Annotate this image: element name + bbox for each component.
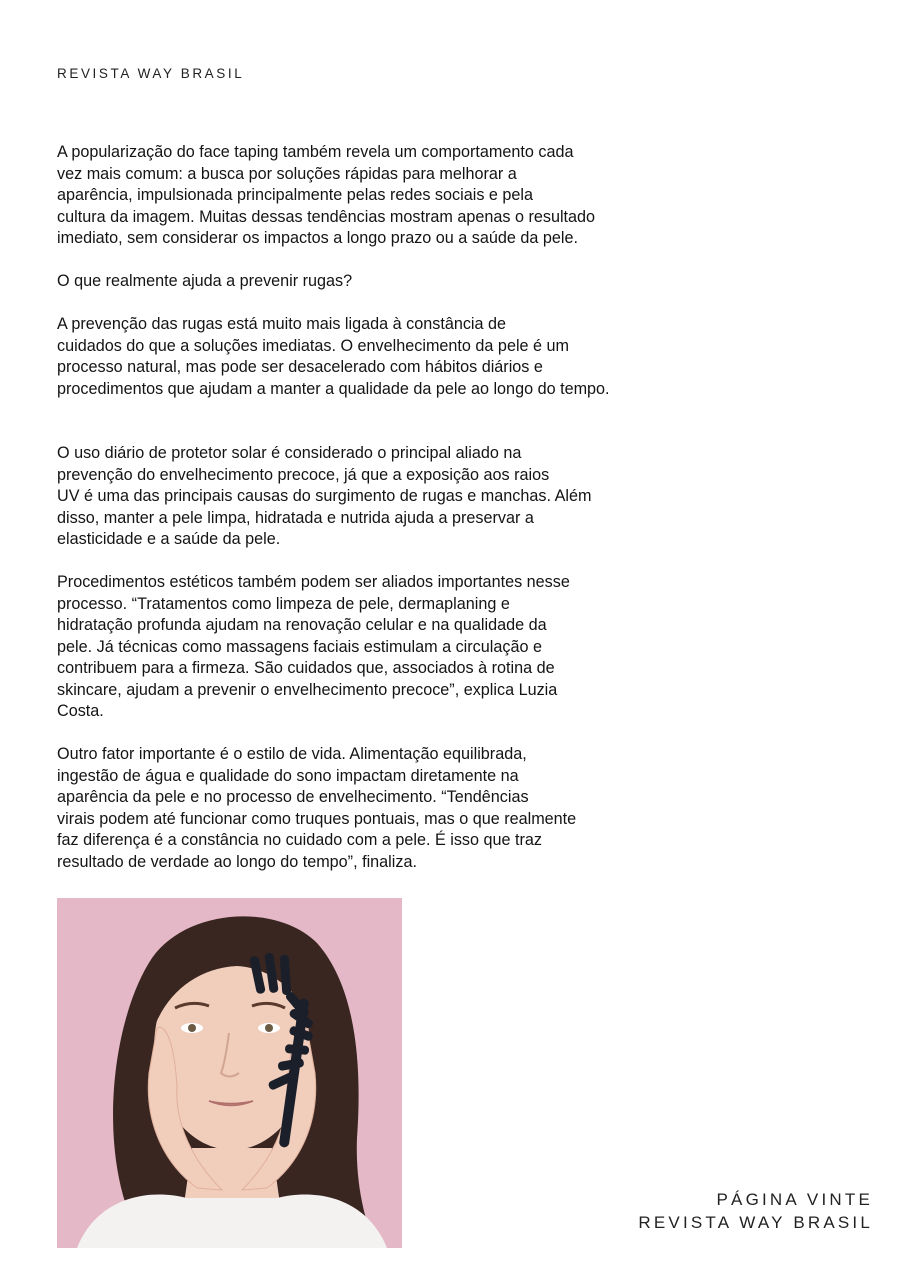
page-footer <box>638 1188 873 1234</box>
magazine-header: REVISTA WAY BRASIL <box>57 66 245 81</box>
page-number-label: PÁGINA VINTE <box>716 1190 873 1209</box>
shirt <box>77 1195 387 1248</box>
article-paragraph-intro: A popularização do face taping também revela um comportamento cada vez mais comum: a busca por soluções rápidas para melhorar a aparência, impulsionada principalmente pelas redes sociais e pela cultura da imagem. Muitas dessas tendências mostram apenas o resultado imediato, sem considerar os impactos a longo prazo ou a saúde da pele. <box>57 143 596 247</box>
face-taping-photo <box>57 898 402 1248</box>
article-body <box>57 142 667 873</box>
article-paragraph-lifestyle: Outro fator importante é o estilo de vida. Alimentação equilibrada, ingestão de água e qualidade do sono impactam diretamente na aparência da pele e no processo de envelhecimento. “Tendências virais podem até funcionar como truques pontuais, mas o que realmente faz diferença é a constância no cuidado com a pele. É isso que traz resultado de verdade ao longo do tempo”, finaliza. <box>57 745 577 871</box>
footer-magazine-name: REVISTA WAY BRASIL <box>638 1213 873 1232</box>
article-subheading: O que realmente ajuda a prevenir rugas? <box>57 272 353 290</box>
article-paragraph-prevention: A prevenção das rugas está muito mais ligada à constância de cuidados do que a soluções imediatas. O envelhecimento da pele é um processo natural, mas pode ser desacelerado com hábitos diários e procedimentos que ajudam a manter a qualidade da pele ao longo do tempo. <box>57 315 610 398</box>
article-paragraph-sunscreen: O uso diário de protetor solar é considerado o principal aliado na prevenção do envelhecimento precoce, já que a exposição aos raios UV é uma das principais causas do surgimento de rugas e manchas. Além disso, manter a pele limpa, hidratada e nutrida ajuda a preservar a elasticidade e a saúde da pele. <box>57 444 592 548</box>
article-paragraph-procedures: Procedimentos estéticos também podem ser aliados importantes nesse processo. “Tratamentos como limpeza de pele, dermaplaning e hidratação profunda ajudam na renovação celular e na qualidade da pele. Já técnicas como massagens faciais estimulam a circulação e contribuem para a firmeza. São cuidados que, associados à rotina de skincare, ajudam a prevenir o envelhecimento precoce”, explica Luzia Costa. <box>57 573 570 720</box>
